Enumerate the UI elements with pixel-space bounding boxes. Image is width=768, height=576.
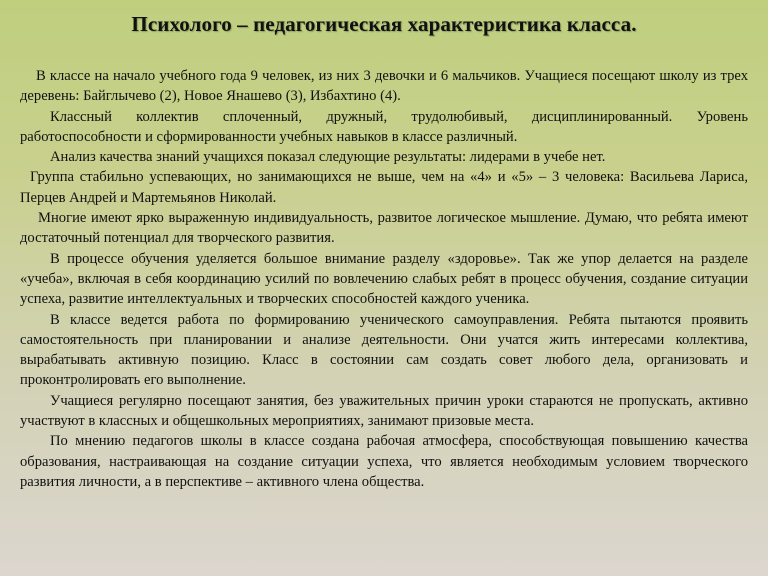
paragraph-learning-process: В процессе обучения уделяется большое внимание разделу «здоровье». Так же упор делается на разделе «учеба», включая в себя координацию усилий по вовлечению слабых ребят в процесс обучения, создание ситуации успеха, развитие интеллектуальных и творческих способностей каждого ученика.: [20, 250, 748, 308]
paragraph-self-government: В классе ведется работа по формированию ученического самоуправления. Ребята пытаются проявить самостоятельность при планировании и анализе деятельности. Они учатся жить интересами коллектива, вырабатывать активную позицию. Класс в состоянии сам создать совет любого дела, организовать и проконтролировать его выполнение.: [20, 311, 748, 389]
paragraph-class-composition: В классе на начало учебного года 9 человек, из них 3 девочки и 6 мальчиков. Учащиеся посещают школу из трех деревень: Байглычево (2), Новое Янашево (3), Избахтино (4).: [20, 68, 748, 105]
paragraph-knowledge-analysis: Анализ качества знаний учащихся показал следующие результаты: лидерами в учебе нет.: [50, 149, 606, 166]
paragraph-teachers-opinion: По мнению педагогов школы в классе создана рабочая атмосфера, способствующая повышению качества образования, настраивающая на создание ситуации успеха, что является необходимым условием творческого развития личности, а в перспективе – активного члена общества.: [20, 433, 748, 490]
paragraph-individuality: Многие имеют ярко выраженную индивидуальность, развитое логическое мышление. Думаю, что ребята имеют достаточный потенциал для творческого развития.: [20, 210, 748, 247]
paragraph-stable-group: Группа стабильно успевающих, но занимающихся не выше, чем на «4» и «5» – 3 человека: Васильева Лариса, Перцев Андрей и Мартемьянов Николай.: [20, 169, 748, 206]
slide-body-text: [20, 66, 748, 492]
paragraph-collective: Классный коллектив сплоченный, дружный, трудолюбивый, дисциплинированный. Уровень работоспособности и сформированности учебных навыков в классе различный.: [20, 108, 748, 145]
slide-title: Психолого – педагогическая характеристика класса.: [131, 12, 637, 36]
paragraph-attendance: Учащиеся регулярно посещают занятия, без уважительных причин уроки стараются не пропускать, активно участвуют в классных и общешкольных мероприятиях, занимают призовые места.: [20, 392, 748, 430]
